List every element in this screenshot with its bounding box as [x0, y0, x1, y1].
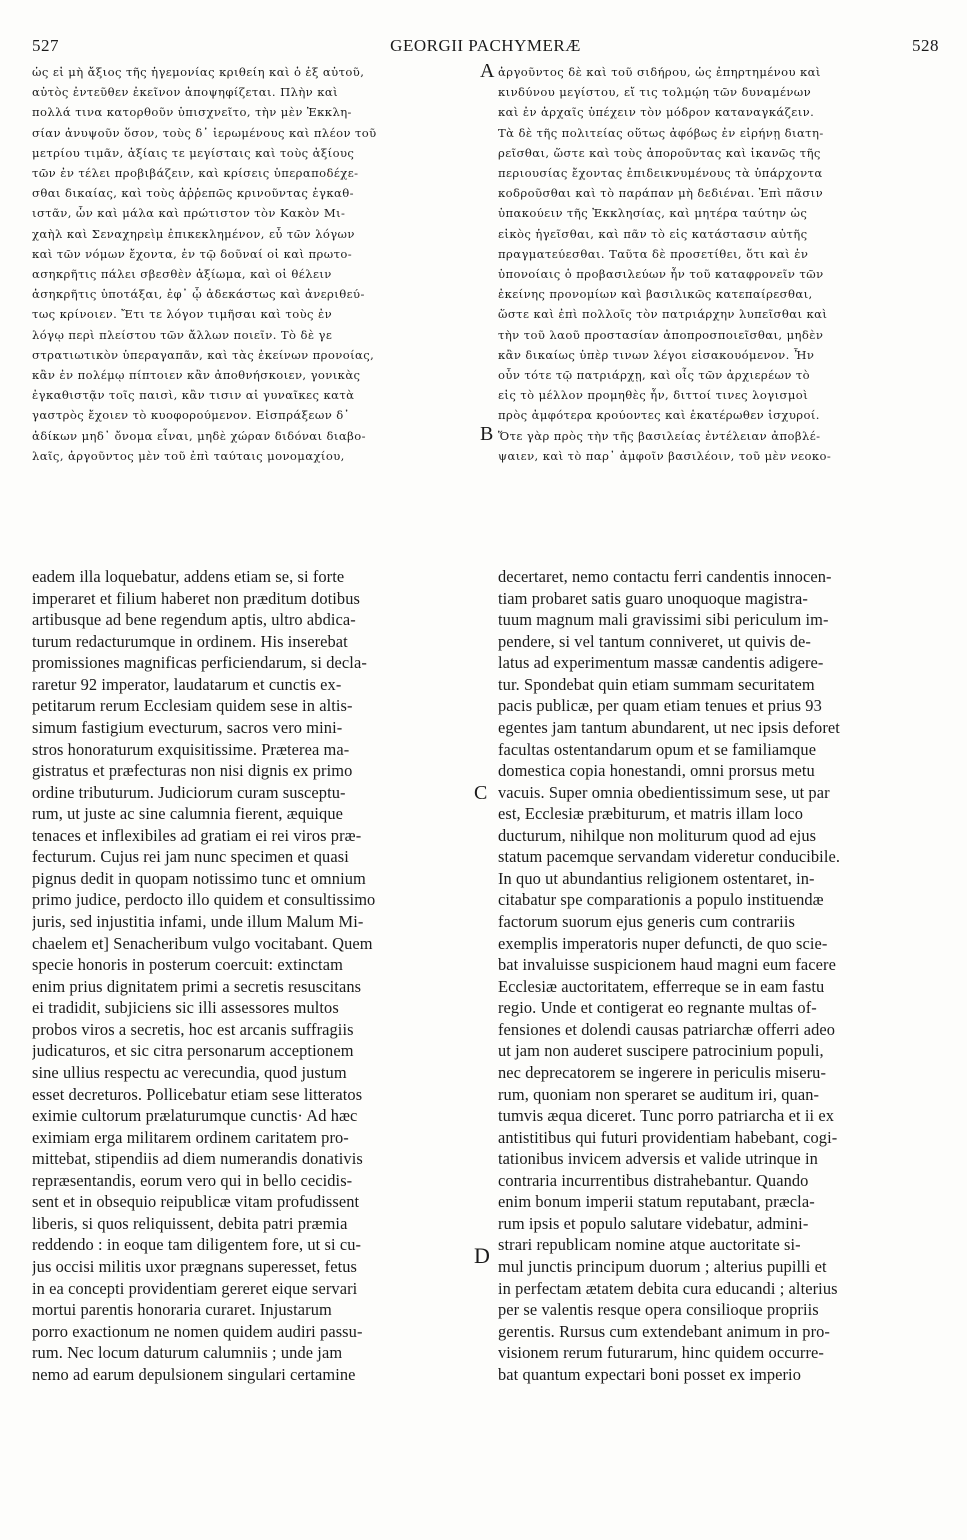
- latin-column-right: [498, 566, 934, 1385]
- text-line: pendere, si vel tantum conniveret, ut quivis de-: [498, 631, 811, 651]
- text-line: facultas ostentandarum opum et se familiamque: [498, 739, 817, 759]
- text-line: fecturum. Cujus rei jam nunc specimen et quasi: [32, 847, 349, 867]
- text-line: bat invaluisse suspicionem haud magni eum facere: [498, 955, 836, 975]
- text-line: reddendo : in eoque tam diligentem fore, ut si cu-: [32, 1235, 362, 1255]
- text-line: tationibus invicem adversis et valide utrinque in: [498, 1149, 818, 1169]
- text-line: μετρίου τιμᾶν, ἀξίαις τε μεγίσταις καὶ τοὺς ἀξίους: [32, 145, 355, 160]
- text-line: λόγῳ περὶ πλείστου τῶν ἄλλων ποιεῖν. Τὸ δὲ γε: [32, 327, 333, 342]
- text-line: antistitibus qui futuri providentiam habebant, cogi-: [498, 1127, 838, 1147]
- text-line: artibusque ad bene regendum aptis, ultro abdica-: [32, 610, 356, 630]
- text-line: tenaces et inflexibiles ad gratiam ei rei viros præ-: [32, 825, 362, 845]
- text-line: Τὰ δὲ τῆς πολιτείας οὕτως ἀφόβως ἐν εἰρήνῃ διατη-: [498, 125, 824, 140]
- page-number-right: 528: [912, 36, 939, 55]
- text-line: rum ipsis et populo salutare videbatur, admini-: [498, 1213, 809, 1233]
- text-line: eximie cultorum prælaturumque cunctis· Ad hæc: [32, 1106, 358, 1126]
- greek-column-left: [32, 62, 478, 466]
- section-marker-c: C: [474, 782, 488, 804]
- text-line: σίαν ἀνυψοῦν ὅσον, τοὺς δ᾽ ἱερωμένους καὶ πλέον τοῦ: [32, 125, 377, 140]
- text-line: stros honoraturum exquisitissime. Præterea ma-: [32, 739, 350, 759]
- text-line: ordine tributurum. Judiciorum curam susceptu-: [32, 782, 346, 802]
- text-line: tur. Spondebat quin etiam summam securitatem: [498, 674, 815, 694]
- text-line: pacis publicæ, per quam etiam tenues et prius 93: [498, 696, 822, 716]
- text-line: probos viros a secretis, hoc est arcanis suffragiis: [32, 1019, 354, 1039]
- text-line: eadem illa loquebatur, addens etiam se, si forte: [32, 567, 345, 586]
- section-marker-a: A: [480, 60, 495, 82]
- text-line: κἂν ἐν πολέμῳ πίπτοιεν κἂν ἀποθνήσκοιεν, γονικὰς: [32, 368, 361, 383]
- text-line: τως κρίνοιεν. Ἔτι τε λόγον τιμῆσαι καὶ τοὺς ἐν: [32, 307, 333, 322]
- text-line: λαῖς, ἀργοῦντος μὲν τοῦ ἐπὶ ταύταις μονομαχίου,: [32, 448, 345, 463]
- text-line: ὡς εἰ μὴ ἄξιος τῆς ἡγεμονίας κριθείη καὶ ὁ ἐξ αὐτοῦ,: [32, 65, 365, 79]
- text-line: factorum suorum ejus generis cum contrariis: [498, 912, 795, 931]
- text-line: ut jam non auderet suscipere patrocinium populi,: [498, 1041, 824, 1061]
- text-line: est, Ecclesiæ præbiturum, et matris illam loco: [498, 804, 804, 824]
- text-line: τῶν ἐν τέλει προβιβάζειν, καὶ κρίσεις ὑπεραποδέχε-: [32, 166, 359, 181]
- text-line: gerentis. Rursus cum extendebant animum in pro-: [498, 1321, 830, 1341]
- text-line: eximiam erga militarem ordinem caritatem pro-: [32, 1127, 349, 1147]
- text-line: σθαι δικαίας, καὶ τοὺς ἀῤῥεπῶς κρινοῦντας ἐγκαθ-: [32, 186, 354, 201]
- text-line: mul junctis principum duorum ; alterius pupilli et: [498, 1257, 827, 1276]
- page-number-left: 527: [32, 36, 59, 55]
- text-line: ei tradidit, subjiciens sic illi assessores multos: [32, 998, 339, 1018]
- text-line: sine ullius respectu ac verecundia, quod justum: [32, 1062, 347, 1082]
- text-line: rum, quoniam non speraret se auditum iri, quan-: [498, 1084, 820, 1104]
- text-line: εἰς τὸ μέλλον προμηθὲς ἦν, διττοί τινες λογισμοὶ: [498, 388, 809, 403]
- text-line: οὖν τότε τῷ πατριάρχῃ, καὶ οἷς τῶν ἀρχιερέων τὸ: [498, 368, 811, 383]
- text-line: citabatur spe comparationis a populo instituendæ: [498, 890, 824, 910]
- text-line: Ecclesiæ auctoritatem, efferreque se in eam fastu: [498, 976, 825, 996]
- text-line: ρεῖσθαι, ὥστε καὶ τοὺς ἀποροῦντας καὶ ἱκανῶς τῆς: [498, 145, 821, 160]
- text-line: In quo ut abundantius religionem ostentaret, in-: [498, 868, 815, 888]
- text-line: τὴν τοῦ λαοῦ προστασίαν ἀποπροσποιεῖσθαι, μηδὲν: [498, 327, 824, 342]
- text-line: juris, sed injustitia infami, unde illum Malum Mi-: [32, 912, 364, 931]
- text-line: πολλά τινα κατορθοῦν ὑπισχνεῖτο, τὴν μὲν Ἐκκλη-: [32, 105, 352, 120]
- text-line: contraria incurrentibus distrahebantur. Quando: [498, 1170, 809, 1190]
- text-line: χαὴλ καὶ Σεναχηρεὶμ ἐπικεκλημένον, εὖ τῶν λόγων: [32, 226, 355, 241]
- text-line: nec deprecatorem se ingerere in periculis miseru-: [498, 1062, 827, 1082]
- text-line: chaelem et] Senacheribum vulgo vocitabant. Quem: [32, 933, 373, 953]
- text-line: ἐκείνης προνομίων καὶ βασιλικῶς κατεπαίρεσθαι,: [498, 287, 813, 302]
- text-line: enim prius dignitatem primi a secretis resuscitans: [32, 976, 362, 996]
- text-line: ὑπονοίαις ὁ προβασιλεύων ἦν τοῦ καταφρονεῖν τῶν: [498, 267, 824, 282]
- text-line: καὶ ἐν ἀρχαῖς ὑπέχειν τὸν μόδρον καταναγκάζειν.: [498, 105, 815, 120]
- text-line: raretur 92 imperator, laudatarum et cunctis ex-: [32, 674, 342, 694]
- text-line: περιουσίας ἔχοντας ἐπιδεικνυμένους τὰ ὑπάρχοντα: [498, 166, 823, 181]
- text-line: repræsentandis, eorum vero qui in bello cecidis-: [32, 1170, 353, 1190]
- text-line: gistratus et præfecturas non nisi dignis ex primo: [32, 761, 353, 781]
- text-line: mortui parentis honoraria curaret. Injustarum: [32, 1300, 332, 1320]
- text-line: porro exactionum ne nomen quidem audiri passu-: [32, 1321, 363, 1341]
- running-title: GEORGII PACHYMERÆ: [390, 36, 581, 55]
- text-line: ἀργοῦντος δὲ καὶ τοῦ σιδήρου, ὡς ἐπηρτημένου καὶ: [498, 65, 821, 79]
- greek-column-right: [498, 62, 932, 466]
- text-line: primo judice, perdocto illo quidem et consultissimo: [32, 890, 376, 910]
- text-line: statum pacemque servandam videretur conducibile.: [498, 847, 841, 867]
- text-line: sent et in obsequio reipublicæ vitam profudissent: [32, 1192, 360, 1212]
- text-line: judicaturos, et sic citra personarum acceptionem: [32, 1041, 354, 1061]
- text-line: πρὸς ἀμφότερα κρούοντες καὶ ἑκατέρωθεν ἰσχυροί.: [498, 408, 820, 423]
- text-line: ιστᾶν, ὧν καὶ μάλα καὶ πρώτιστον τὸν Κακὸν Μι-: [32, 206, 346, 221]
- text-line: specie honoris in posterum coercuit: extinctam: [32, 955, 343, 975]
- text-line: enim bonum imperii statum reputabant, præcla-: [498, 1192, 815, 1212]
- text-line: Ὅτε γὰρ πρὸς τὴν τῆς βασιλείας ἐντέλειαν ἀποβλέ-: [498, 428, 821, 443]
- text-line: κοδροῦσθαι καὶ τὸ παράπαν μὴ δεδιέναι. Ἐπὶ πᾶσιν: [498, 186, 824, 201]
- text-line: κἂν δικαίως ὑπὲρ τινων λέγοι εἰσακουόμενον. Ἦν: [498, 347, 815, 362]
- text-line: ὑπακούειν τῆς Ἐκκλησίας, καὶ μητέρα ταύτην ὡς: [498, 206, 808, 221]
- text-line: esset decreturos. Pollicebatur etiam sese litteratos: [32, 1084, 363, 1104]
- text-line: exemplis imperatoris nuper defuncti, de quo scie-: [498, 933, 828, 953]
- text-line: tiam probaret satis guaro unoquoque magistra-: [498, 588, 808, 608]
- text-line: petitarum rerum Ecclesiam quidem sese in altis-: [32, 696, 353, 716]
- running-header: [32, 36, 939, 60]
- text-line: domestica copia honestandi, omni prorsus metu: [498, 761, 815, 781]
- text-line: egentes jam tantum abundarent, ut nec ipsis deforet: [498, 717, 840, 737]
- section-marker-b: B: [480, 423, 494, 445]
- text-line: mittebat, stipendiis ad diem numerandis donativis: [32, 1149, 363, 1169]
- text-line: pignus dedit in quopam notissimo tunc et omnium: [32, 868, 366, 888]
- text-line: promissiones magnificas perficiendarum, si decla-: [32, 653, 367, 673]
- text-line: strari republicam nomine atque auctoritate si-: [498, 1235, 801, 1255]
- text-line: ἀδίκων μηδ᾽ ὄνομα εἶναι, μηδὲ χώραν διδόναι διαβο-: [32, 428, 366, 443]
- text-line: καὶ τῶν νόμων ἔχοντα, ἐν τῷ δοῦναί οἱ καὶ πρωτο-: [32, 246, 353, 261]
- text-line: tuum magnum mali gravissimi sibi periculum im-: [498, 610, 829, 630]
- text-line: simum fastigium evecturum, sacros vero mini-: [32, 717, 343, 737]
- text-line: liberis, si quos reliquissent, debita patri præmia: [32, 1213, 348, 1233]
- text-line: in ea concepti providentiam gereret eique servari: [32, 1278, 358, 1298]
- text-line: εἰκὸς ἡγεῖσθαι, καὶ πᾶν τὸ εἰς κατάστασιν αὐτῆς: [498, 226, 808, 241]
- text-line: ducturum, nihilque non moliturum quod ad ejus: [498, 825, 817, 845]
- text-line: ἀσηκρῆτις ὑποτάξαι, ἐφ᾽ ᾧ ἀδεκάστως καὶ ἀνεριθεύ-: [32, 287, 365, 302]
- text-line: ἐγκαθιστᾷν τοῖς παισὶ, κἂν τισιν αἱ γυναῖκες κατὰ: [32, 388, 355, 403]
- text-line: rum, ut juste ac sine calumnia fierent, æquique: [32, 804, 344, 824]
- text-line: fensiones et dolendi causas patriarchæ offerri adeo: [498, 1019, 836, 1039]
- text-line: regio. Unde et contigerat eo regnante multas of-: [498, 998, 817, 1018]
- text-line: κινδύνου μεγίστου, εἴ τις τολμῴη τῶν δυναμένων: [498, 85, 812, 100]
- section-marker-d: D: [474, 1243, 490, 1268]
- text-line: visionem rerum futurarum, hinc quidem occurre-: [498, 1343, 824, 1363]
- text-line: αὐτὸς ἐντεῦθεν ἐκεῖνον ἀποψηφίζεται. Πλὴν καὶ: [32, 85, 339, 100]
- text-line: decertaret, nemo contactu ferri candentis innocen-: [498, 567, 832, 586]
- text-line: in perfectam ætatem debita cura educandi ; alterius: [498, 1278, 838, 1298]
- text-line: πραγματεύεσθαι. Ταῦτα δὲ προσετίθει, ὅτι καὶ ἐν: [498, 246, 809, 261]
- text-line: tumvis æqua diceret. Tunc porro patriarcha et ii ex: [498, 1106, 835, 1126]
- text-line: στρατιωτικὸν ὑπεραγαπᾶν, καὶ τὰς ἐκείνων προνοίας,: [32, 347, 375, 362]
- text-line: nemo ad earum depulsionem singulari certamine: [32, 1364, 356, 1384]
- text-line: ὥστε καὶ ἐπὶ πολλοῖς τὸν πατριάρχην λυπεῖσθαι καὶ: [498, 307, 828, 322]
- text-line: per se valentis resque opera consilioque propriis: [498, 1300, 819, 1320]
- text-line: imperaret et filium haberet non præditum dotibus: [32, 588, 360, 608]
- text-line: jus occisi militis uxor prægnans superesset, fetus: [32, 1257, 358, 1276]
- latin-column-left: [32, 566, 468, 1385]
- text-line: γαστρὸς ἔχοιεν τὸ κυοφορούμενον. Εἰσπράξεων δ᾽: [32, 408, 350, 423]
- text-line: ασηκρῆτις πάλει σβεσθὲν ἀξίωμα, καὶ οἱ θέλειν: [32, 267, 332, 282]
- text-line: vacuis. Super omnia obedientissimum sese, ut par: [498, 782, 830, 802]
- text-line: ψαιεν, καὶ τὸ παρ᾽ ἀμφοῖν βασιλέοιν, τοῦ μὲν νεοκο-: [498, 448, 832, 463]
- text-line: latus ad experimentum massæ candentis adigere-: [498, 653, 824, 673]
- text-line: bat quantum expectari boni posset ex imperio: [498, 1364, 801, 1384]
- text-line: rum. Nec locum daturum calumniis ; unde jam: [32, 1343, 343, 1363]
- text-line: turum redacturumque in ordinem. His inserebat: [32, 631, 348, 651]
